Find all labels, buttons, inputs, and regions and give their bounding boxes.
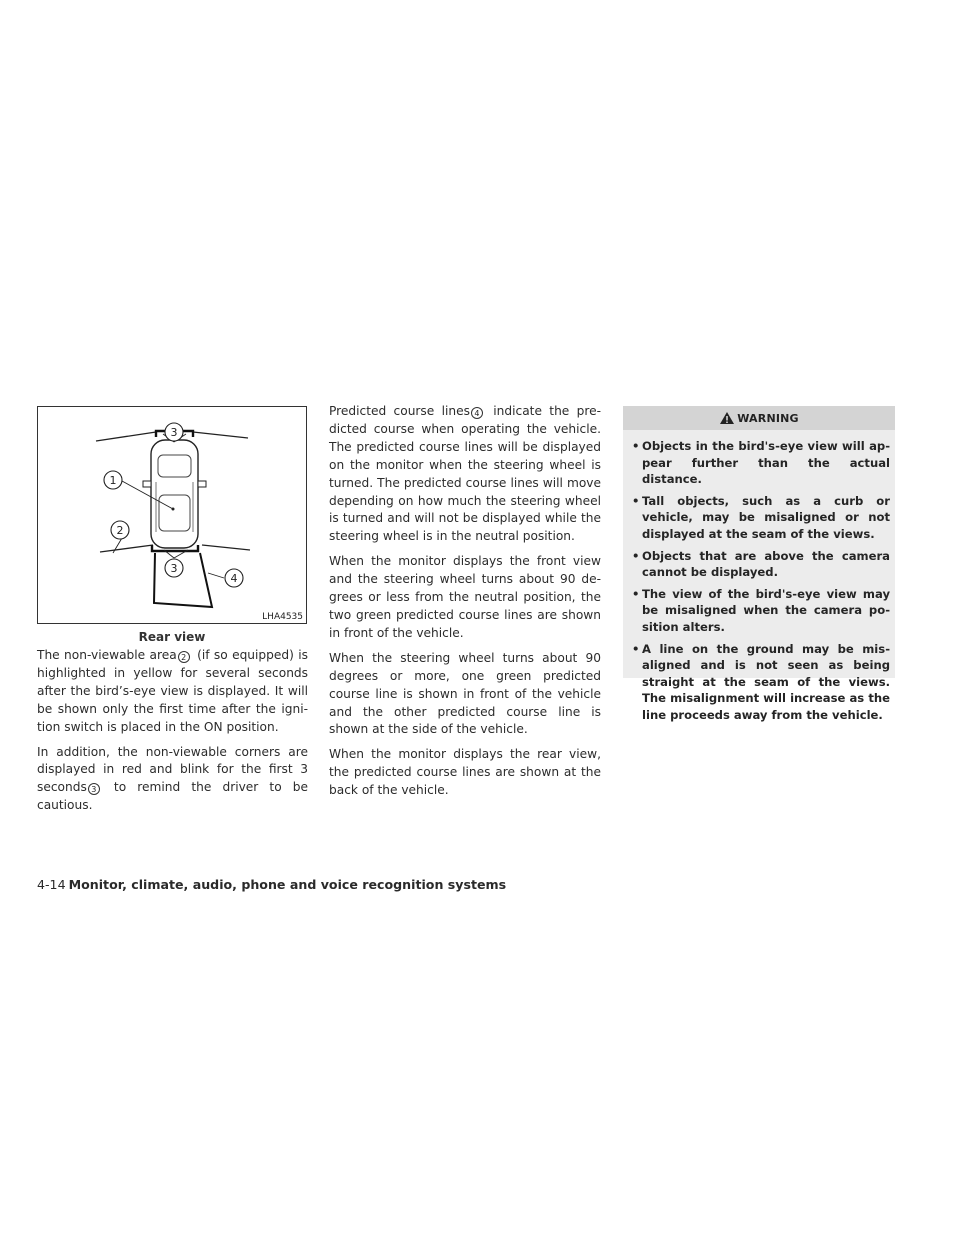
paragraph-predicted-lines: Predicted course lines 4 indicate the predicted course when operating the vehicle. The predicted course lines will be displayed on the monitor when the steering wheel is turned. The predicted course lines will move depending on how much the steering wheel is turned and will not be displayed while the steering wheel is in the neutral position.	[329, 404, 601, 544]
callout-3-rear	[165, 559, 183, 577]
warning-icon	[719, 411, 735, 425]
figure-caption: Rear view	[138, 630, 206, 644]
page-footer	[37, 877, 506, 892]
callout-ref-4: 4	[471, 407, 483, 419]
warning-list	[623, 438, 895, 724]
svg-text:3: 3	[170, 426, 178, 439]
callout-ref-3: 3	[88, 783, 100, 795]
svg-text:1: 1	[109, 474, 117, 487]
callout-1	[104, 471, 122, 489]
warning-title: WARNING	[737, 411, 799, 425]
warning-item: • Objects in the bird's-eye view will appear further than the actual distance.	[632, 439, 890, 487]
warning-item: • Tall objects, such as a curb or vehicle, may be misaligned or not displayed at the seam of the views.	[632, 493, 890, 541]
svg-text:2: 2	[116, 524, 124, 537]
birds-eye-view-illustration	[38, 407, 306, 623]
figure-code: LHA4535	[262, 612, 303, 622]
warning-item: • A line on the ground may be misaligned and is not seen as being straight at the seam of the views. The misalignment will increase as the line proceeds away from the vehicle.	[632, 641, 890, 722]
paragraph-rear-view: When the monitor displays the rear view, the predicted course lines are shown at the back of the vehicle.	[329, 747, 601, 798]
page-number: 4-14	[37, 877, 66, 892]
callout-4	[225, 569, 243, 587]
warning-header	[623, 406, 895, 430]
section-title: Monitor, climate, audio, phone and voice recognition systems	[68, 877, 507, 892]
svg-text:3: 3	[170, 562, 178, 575]
callout-ref-2: 2	[178, 651, 190, 663]
paragraph-corners: In addition, the non-viewable corners are displayed in red and blink for the first 3 seconds 3 to remind the driver to be cautious.	[37, 744, 308, 813]
warning-item: • Objects that are above the camera cannot be displayed.	[632, 548, 890, 580]
callout-3-front	[165, 423, 183, 441]
warning-box	[623, 406, 895, 722]
paragraph-non-viewable-area: The non-viewable area 2 (if so equipped) is highlighted in yellow for several seconds after the bird’s-eye view is displayed. It will be shown only the first time after the ignition switch is placed in the ON position.	[37, 648, 308, 734]
text-column-2	[329, 403, 601, 807]
paragraph-front-view: When the monitor displays the front view and the steering wheel turns about 90 degrees or less from the neutral position, the two green predicted course lines are shown in front of the vehicle.	[329, 554, 601, 640]
paragraph-90-degrees: When the steering wheel turns about 90 degrees or more, one green predicted course line is shown in front of the vehicle and the other predicted course line is shown at the side of the vehicle.	[329, 650, 601, 737]
svg-text:4: 4	[230, 572, 238, 585]
text-column-1	[37, 647, 308, 822]
rear-view-diagram	[37, 406, 307, 624]
warning-item: • The view of the bird's-eye view may be misaligned when the camera position alters.	[632, 586, 890, 634]
callout-2	[111, 521, 129, 539]
